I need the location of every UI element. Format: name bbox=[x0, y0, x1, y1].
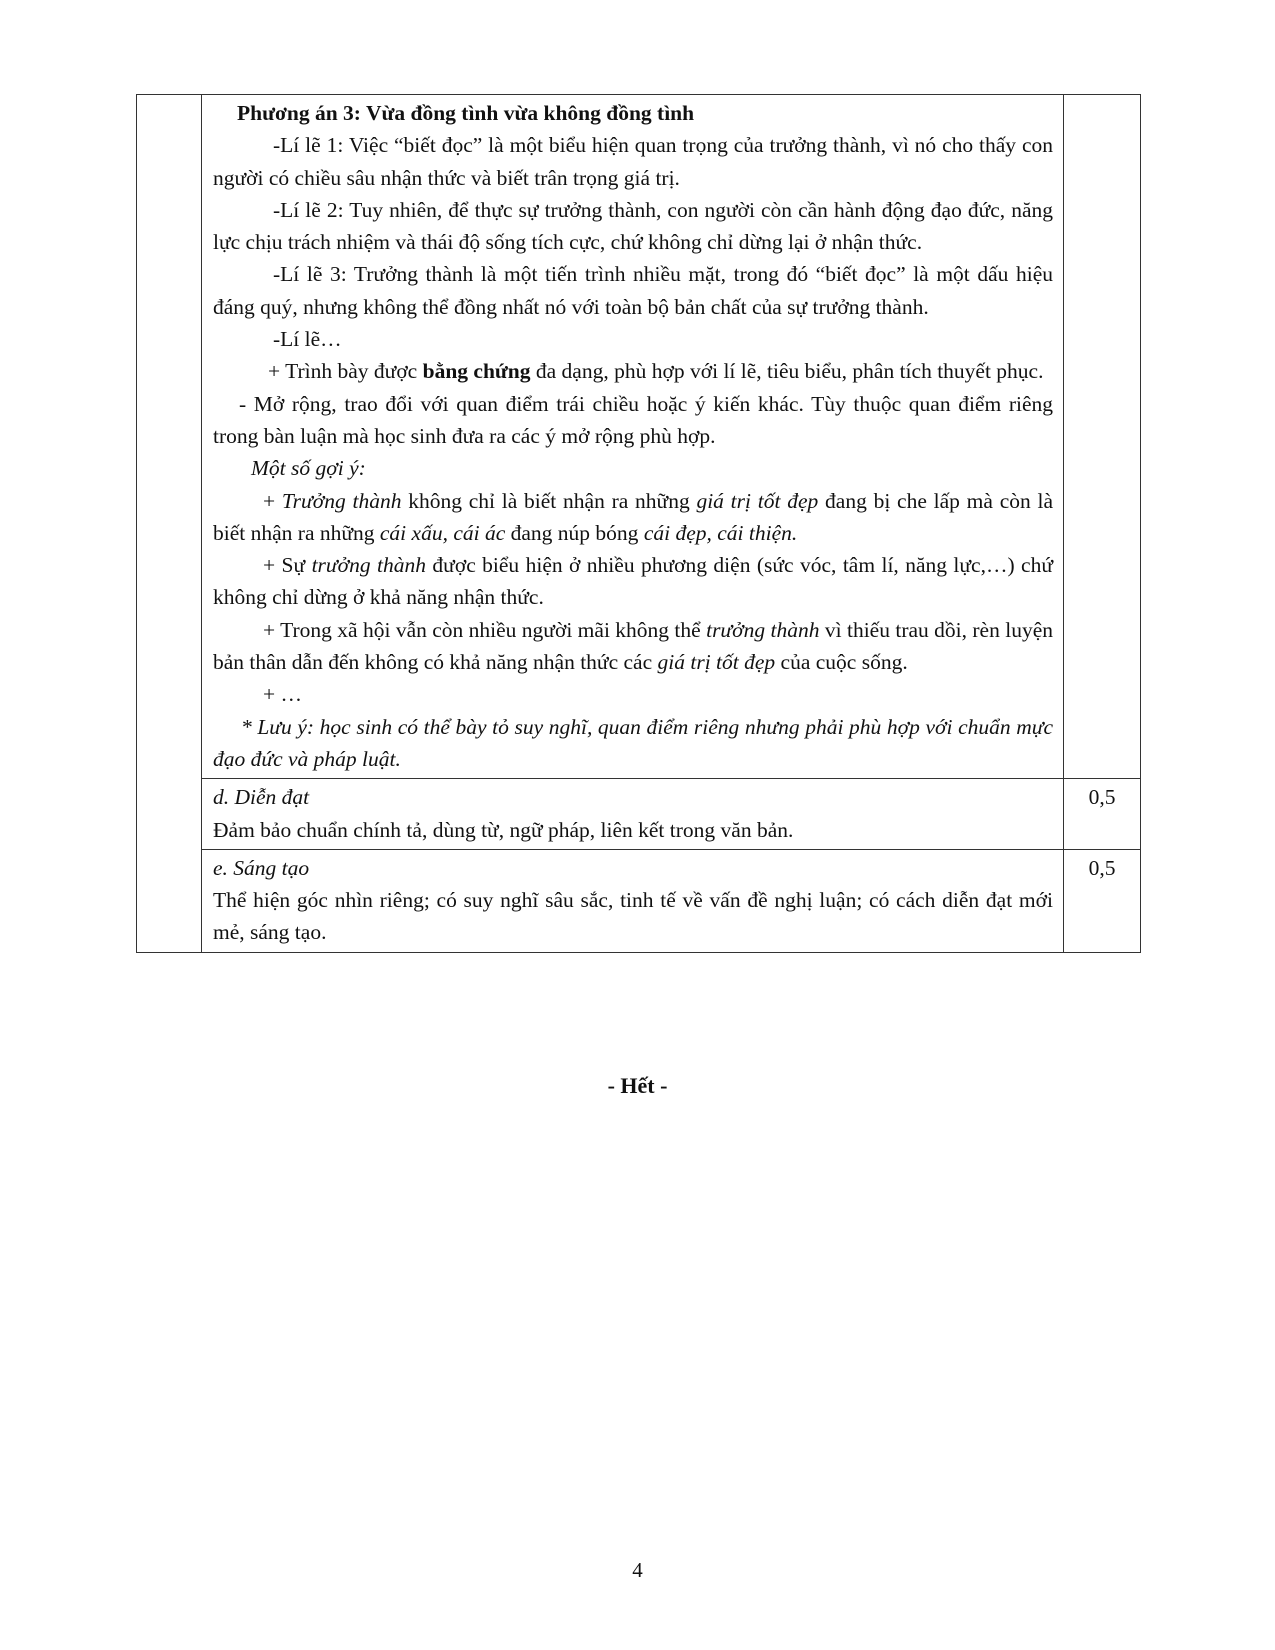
hint-1: + Trưởng thành không chỉ là biết nhận ra những giá trị tốt đẹp đang bị che lấp mà còn là biết nhận ra những cái xấu, cái ác đang núp bóng cái đẹp, cái thiện. bbox=[213, 488, 1054, 545]
criteria-e-cell bbox=[202, 849, 1064, 952]
hint-2: + Sự trưởng thành được biểu hiện ở nhiều phương diện (sức vóc, tâm lí, năng lực,…) chứ không chỉ dừng ở khả năng nhận thức. bbox=[213, 553, 1053, 610]
table-row bbox=[137, 849, 1141, 952]
table-row bbox=[137, 95, 1141, 779]
table-row bbox=[137, 779, 1141, 850]
evidence-bold: bằng chứng bbox=[422, 359, 531, 384]
reason-more: -Lí lẽ… bbox=[273, 327, 342, 352]
answer-table bbox=[136, 94, 1141, 953]
page-number: 4 bbox=[632, 1558, 643, 1582]
criteria-d-score: 0,5 bbox=[1064, 779, 1141, 850]
criteria-e-text: Thể hiện góc nhìn riêng; có suy nghĩ sâu sắc, tinh tế về vấn đề nghị luận; có cách diễn đạt mới mẻ, sáng tạo. bbox=[213, 888, 1053, 945]
reason-2: -Lí lẽ 2: Tuy nhiên, để thực sự trưởng thành, con người còn cần hành động đạo đức, năng lực chịu trách nhiệm và thái độ sống tích cực, chứ không chỉ dừng lại ở nhận thức. bbox=[213, 197, 1053, 255]
score-cell bbox=[1064, 95, 1141, 779]
reason-1: -Lí lẽ 1: Việc “biết đọc” là một biểu hiện quan trọng của trưởng thành, vì nó cho thấy con người có chiều sâu nhận thức và biết trân trọng giá trị. bbox=[213, 133, 1053, 190]
hint-title: Một số gợi ý: bbox=[251, 456, 366, 481]
question-number-cell bbox=[137, 95, 202, 953]
criteria-e-score: 0,5 bbox=[1064, 849, 1141, 952]
end-marker: - Hết - bbox=[607, 1073, 668, 1098]
hint-3: + Trong xã hội vẫn còn nhiều người mãi không thể trưởng thành vì thiếu trau dồi, rèn luyện bản thân dẫn đến không có khả năng nhận thức các giá trị tốt đẹp của cuộc sống. bbox=[213, 617, 1053, 675]
evidence: + Trình bày được bằng chứng đa dạng, phù hợp với lí lẽ, tiêu biểu, phân tích thuyết phục. bbox=[268, 359, 1044, 384]
criteria-e-title: e. Sáng tạo bbox=[213, 855, 310, 880]
criteria-d-text: Đảm bảo chuẩn chính tả, dùng từ, ngữ pháp, liên kết trong văn bản. bbox=[213, 817, 794, 842]
content-cell bbox=[202, 95, 1064, 779]
reason-3: -Lí lẽ 3: Trưởng thành là một tiến trình nhiều mặt, trong đó “biết đọc” là một dấu hiệu đáng quý, nhưng không thể đồng nhất nó với toàn bộ bản chất của sự trưởng thành. bbox=[213, 262, 1053, 319]
criteria-d-cell bbox=[202, 779, 1064, 850]
option-3-title: Phương án 3: Vừa đồng tình vừa không đồng tình bbox=[237, 101, 695, 125]
expand-text: - Mở rộng, trao đổi với quan điểm trái chiều hoặc ý kiến khác. Tùy thuộc quan điểm riêng trong bàn luận mà học sinh đưa ra các ý mở rộng phù hợp. bbox=[213, 391, 1053, 448]
note: * Lưu ý: học sinh có thể bày tỏ suy nghĩ, quan điểm riêng nhưng phải phù hợp với chuẩn mực đạo đức và pháp luật. bbox=[213, 714, 1053, 771]
criteria-d-title: d. Diễn đạt bbox=[213, 785, 310, 810]
hint-more: + … bbox=[263, 682, 303, 707]
